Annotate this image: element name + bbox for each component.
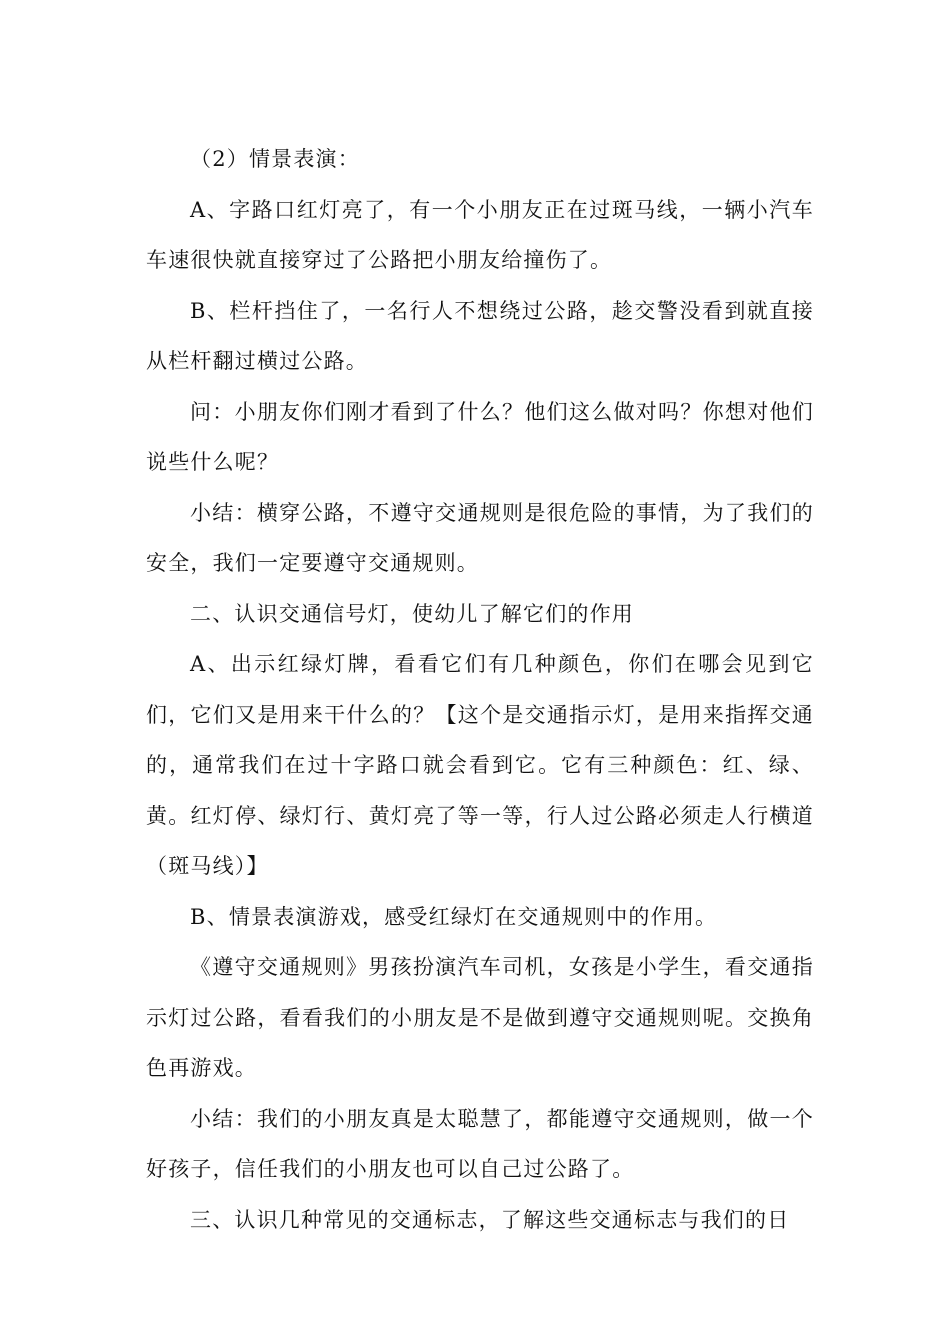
- paragraph-game-description: 《遵守交通规则》男孩扮演汽车司机，女孩是小学生，看交通指示灯过公路，看看我们的小朋友是不是做到遵守交通规则呢。交换角色再游戏。: [146, 955, 814, 1080]
- paragraph-summary-2: 小结：我们的小朋友真是太聪慧了，都能遵守交通规则，做一个好孩子，信任我们的小朋友也可以自己过公路了。: [146, 1106, 814, 1181]
- paragraph-summary-1: 小结：横穿公路，不遵守交通规则是很危险的事情，为了我们的安全，我们一定要遵守交通规则。: [146, 500, 814, 575]
- paragraph-question: 问：小朋友你们刚才看到了什么？他们这么做对吗？你想对他们说些什么呢？: [146, 399, 814, 474]
- document-body: [146, 134, 814, 1245]
- section-heading-traffic-lights: 二、认识交通信号灯，使幼儿了解它们的作用: [190, 601, 634, 626]
- paragraph-scenario-heading: （2）情景表演：: [190, 147, 360, 171]
- paragraph-scenario-b: B、栏杆挡住了，一名行人不想绕过公路，趁交警没看到就直接从栏杆翻过横过公路。: [146, 298, 814, 373]
- paragraph-traffic-light-card: A、出示红绿灯牌，看看它们有几种颜色，你们在哪会见到它们，它们又是用来干什么的？【这个是交通指示灯，是用来指挥交通的，通常我们在过十字路口就会看到它。它有三种颜色：红、绿、黄。红灯停、绿灯行、黄灯亮了等一等，行人过公路必须走人行横道（斑马线）】: [146, 652, 814, 878]
- section-heading-traffic-signs: 三、认识几种常见的交通标志，了解这些交通标志与我们的日: [190, 1207, 790, 1232]
- paragraph-scenario-a: A、字路口红灯亮了，有一个小朋友正在过斑马线，一辆小汽车车速很快就直接穿过了公路把小朋友给撞伤了。: [146, 197, 814, 272]
- paragraph-role-play-game: B、情景表演游戏，感受红绿灯在交通规则中的作用。: [190, 904, 718, 929]
